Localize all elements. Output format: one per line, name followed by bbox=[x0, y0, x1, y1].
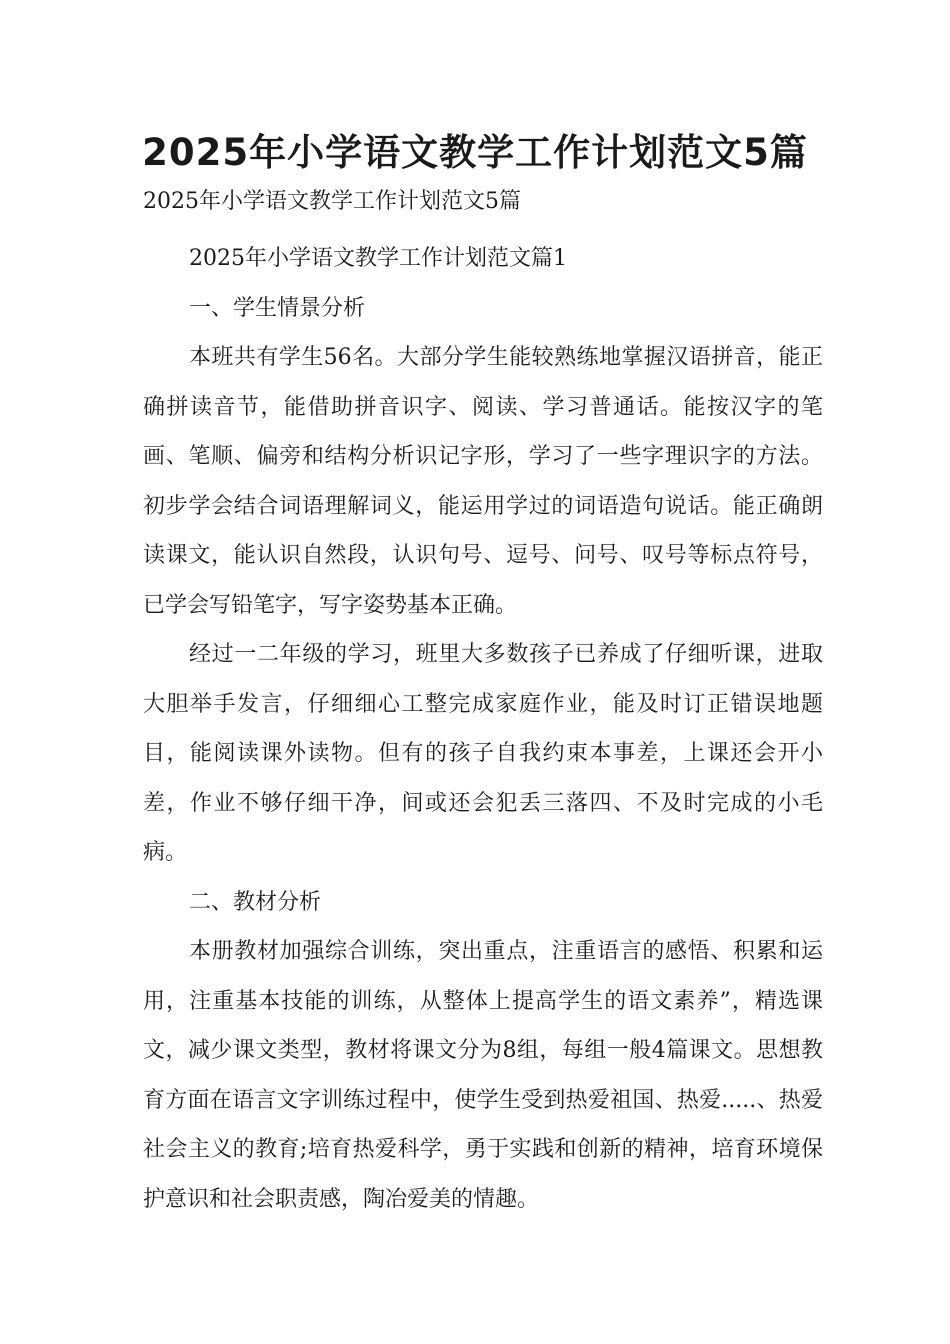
paragraph: 本班共有学生56名。大部分学生能较熟练地掌握汉语拼音，能正确拼读音节，能借助拼音识字、阅读、学习普通话。能按汉字的笔画、笔顺、偏旁和结构分析识记字形，学习了一些字理识字的方法。初步学会结合词语理解词义，能运用学过的词语造句说话。能正确朗读课文，能认识自然段，认识句号、逗号、问号、叹号等标点符号，已学会写铅笔字，写字姿势基本正确。 bbox=[143, 345, 823, 618]
section-heading-article-1: 2025年小学语文教学工作计划范文篇1 bbox=[189, 246, 567, 271]
paragraph: 经过一二年级的学习，班里大多数孩子已养成了仔细听课，进取大胆举手发言，仔细细心工整完成家庭作业，能及时订正错误地题目，能阅读课外读物。但有的孩子自我约束本事差，上课还会开小差，作业不够仔细干净，间或还会犯丢三落四、不及时完成的小毛病。 bbox=[143, 642, 823, 865]
section-heading-student-analysis: 一、学生情景分析 bbox=[189, 295, 366, 321]
document-body bbox=[143, 182, 823, 1224]
document-subtitle: 2025年小学语文教学工作计划范文5篇 bbox=[143, 189, 521, 214]
spacer bbox=[143, 222, 823, 234]
document-title: 2025年小学语文教学工作计划范文5篇 bbox=[142, 131, 808, 174]
section-heading-textbook-analysis: 二、教材分析 bbox=[189, 889, 322, 915]
paragraph: 本册教材加强综合训练，突出重点，注重语言的感悟、积累和运用，注重基本技能的训练，从整体上提高学生的语文素养”，精选课文，减少课文类型，教材将课文分为8组，每组一般4篇课文。思想教育方面在语言文字训练过程中，使学生受到热爱祖国、热爱.....、热爱社会主义的教育;培育热爱科学，勇于实践和创新的精神，培育环境保护意识和社会职责感，陶冶爱美的情趣。 bbox=[143, 939, 823, 1212]
